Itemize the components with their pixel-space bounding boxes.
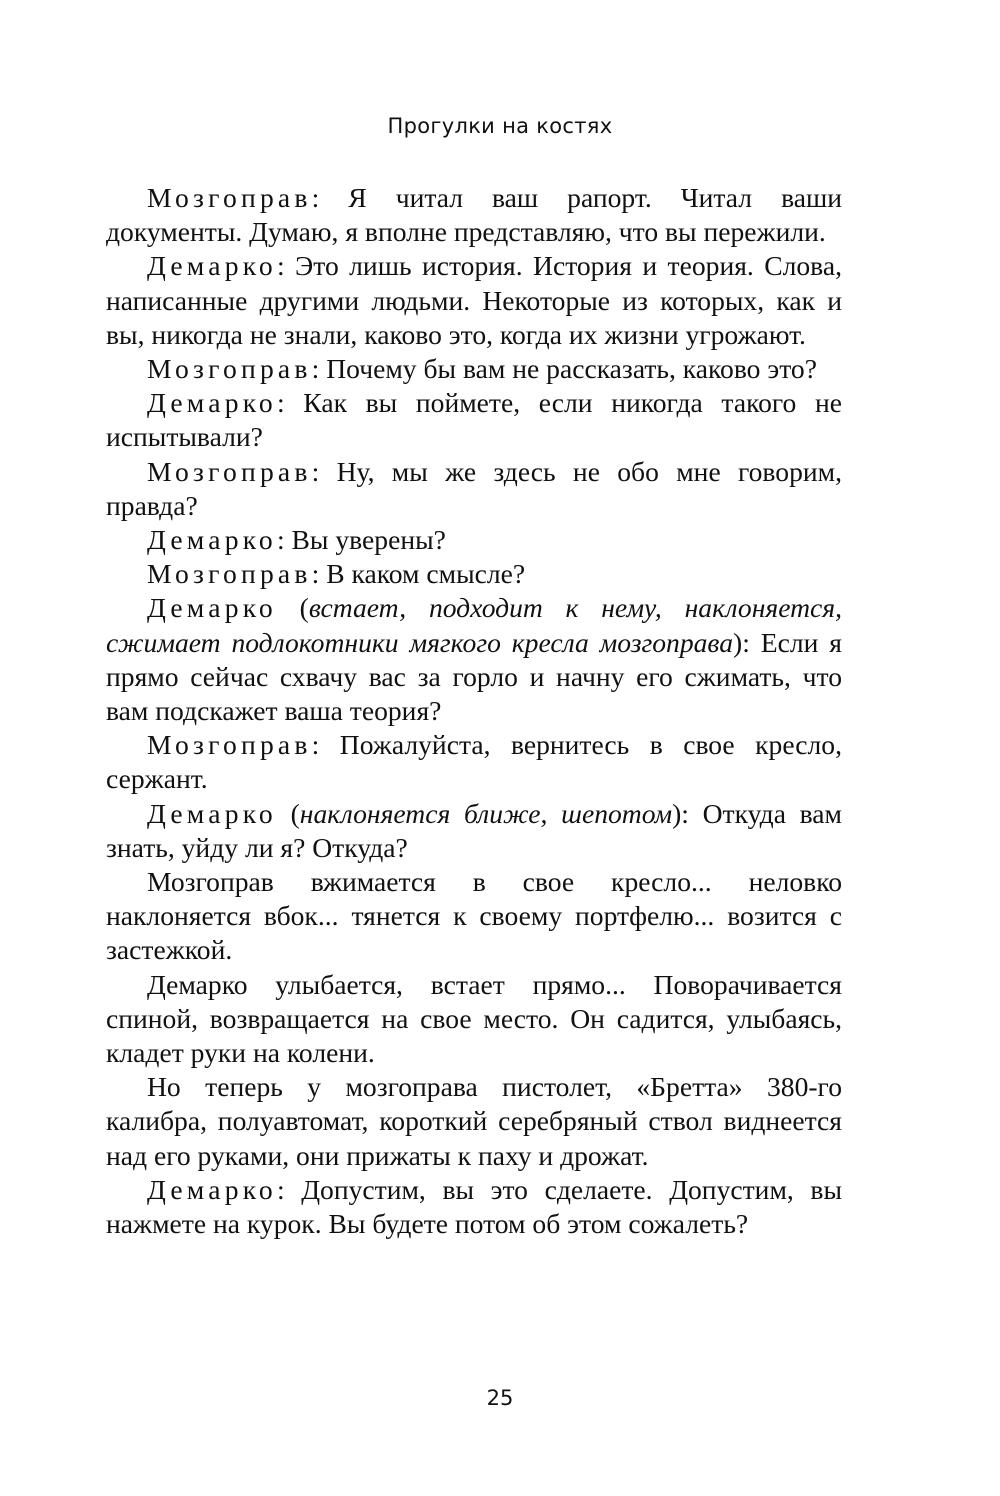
page-body xyxy=(106,181,842,1241)
dialogue-paragraph: Демарко: Вы уверены? xyxy=(147,524,446,556)
dialogue-paragraph: Демарко (встает, подходит к нему, наклоняется, сжимает подлокотники мягкого кресла мозгоправа): Если я прямо сейчас схвачу вас за горло и начну его сжимать, что вам подскажет ваша теория? xyxy=(106,592,842,727)
dialogue-text: Как вы поймете, если никогда такого не испытывали? xyxy=(106,387,842,453)
speaker-name: Демарко xyxy=(147,524,277,556)
dialogue-text: Пожалуйста, вернитесь в свое кресло, сержант. xyxy=(106,729,842,795)
dialogue-text: Если я прямо сейчас схвачу вас за горло и начну его сжимать, что вам подскажет ваша теория? xyxy=(106,626,842,727)
stage-direction: встает, подходит к нему, наклоняется, сжимает подлокотники мягкого кресла мозгоправа xyxy=(106,592,842,658)
dialogue-paragraph: Мозгоправ: Ну, мы же здесь не обо мне говорим, правда? xyxy=(106,455,842,521)
dialogue-text: Допустим, вы это сделаете. Допустим, вы нажмете на курок. Вы будете потом об этом сожалеть? xyxy=(106,1173,842,1240)
dialogue-paragraph: Мозгоправ: В каком смысле? xyxy=(147,558,526,590)
speaker-name: Мозгоправ xyxy=(147,353,312,385)
dialogue-text: Почему бы вам не рассказать, каково это? xyxy=(326,353,817,385)
dialogue-paragraph: Мозгоправ: Пожалуйста, вернитесь в свое кресло, сержант. xyxy=(106,729,842,795)
narrative-paragraph: Мозгоправ вжимается в свое кресло... неловко наклоняется вбок... тянется к своему портфелю... возится с застежкой. xyxy=(106,866,842,966)
speaker-name: Мозгоправ xyxy=(147,558,312,590)
dialogue-text: Откуда вам знать, уйду ли я? Откуда? xyxy=(106,797,842,863)
dialogue-paragraph: Демарко: Как вы поймете, если никогда такого не испытывали? xyxy=(106,387,842,453)
page-number: 25 xyxy=(486,1386,514,1410)
speaker-name: Демарко xyxy=(147,1173,277,1205)
dialogue-paragraph: Демарко: Это лишь история. История и теория. Слова, написанные другими людьми. Некоторые из которых, как и вы, никогда не знали, каково это, когда их жизни угрожают. xyxy=(106,250,842,350)
dialogue-text: Ну, мы же здесь не обо мне говорим, правда? xyxy=(106,455,842,521)
speaker-name: Мозгоправ xyxy=(147,455,312,487)
dialogue-paragraph: Демарко: Допустим, вы это сделаете. Допустим, вы нажмете на курок. Вы будете потом об этом сожалеть? xyxy=(106,1173,842,1240)
speaker-name: Демарко xyxy=(147,250,277,282)
narrative-paragraph: Демарко улыбается, встает прямо... Поворачивается спиной, возвращается на свое место. Он садится, улыбаясь, кладет руки на колени. xyxy=(106,968,842,1069)
running-title: Прогулки на костях xyxy=(387,114,613,138)
speaker-name: Демарко xyxy=(147,387,277,419)
dialogue-paragraph: Демарко (наклоняется ближе, шепотом): Откуда вам знать, уйду ли я? Откуда? xyxy=(106,797,842,863)
speaker-name: Демарко xyxy=(147,797,277,829)
dialogue-paragraph: Мозгоправ: Почему бы вам не рассказать, каково это? xyxy=(147,353,817,385)
speaker-name: Демарко xyxy=(147,592,277,624)
dialogue-text: В каком смысле? xyxy=(326,558,526,590)
dialogue-text: Вы уверены? xyxy=(291,524,446,556)
stage-direction: наклоняется ближе, шепотом xyxy=(299,797,673,829)
dialogue-text: Это лишь история. История и теория. Слова, написанные другими людьми. Некоторые из которых, как и вы, никогда не знали, каково это, когда их жизни угрожают. xyxy=(106,250,842,350)
speaker-name: Мозгоправ xyxy=(147,729,312,761)
speaker-name: Мозгоправ xyxy=(147,182,312,213)
narrative-paragraph: Но теперь у мозгоправа пистолет, «Бретта» 380-го калибра, полуавтомат, короткий серебряный ствол виднеется над его руками, они прижаты к паху и дрожат. xyxy=(106,1071,842,1171)
dialogue-text: Я читал ваш рапорт. Читал ваши документы. Думаю, я вполне представляю, что вы пережили. xyxy=(106,182,842,248)
dialogue-paragraph: Мозгоправ: Я читал ваш рапорт. Читал ваши документы. Думаю, я вполне представляю, что вы пережили. xyxy=(106,182,842,248)
